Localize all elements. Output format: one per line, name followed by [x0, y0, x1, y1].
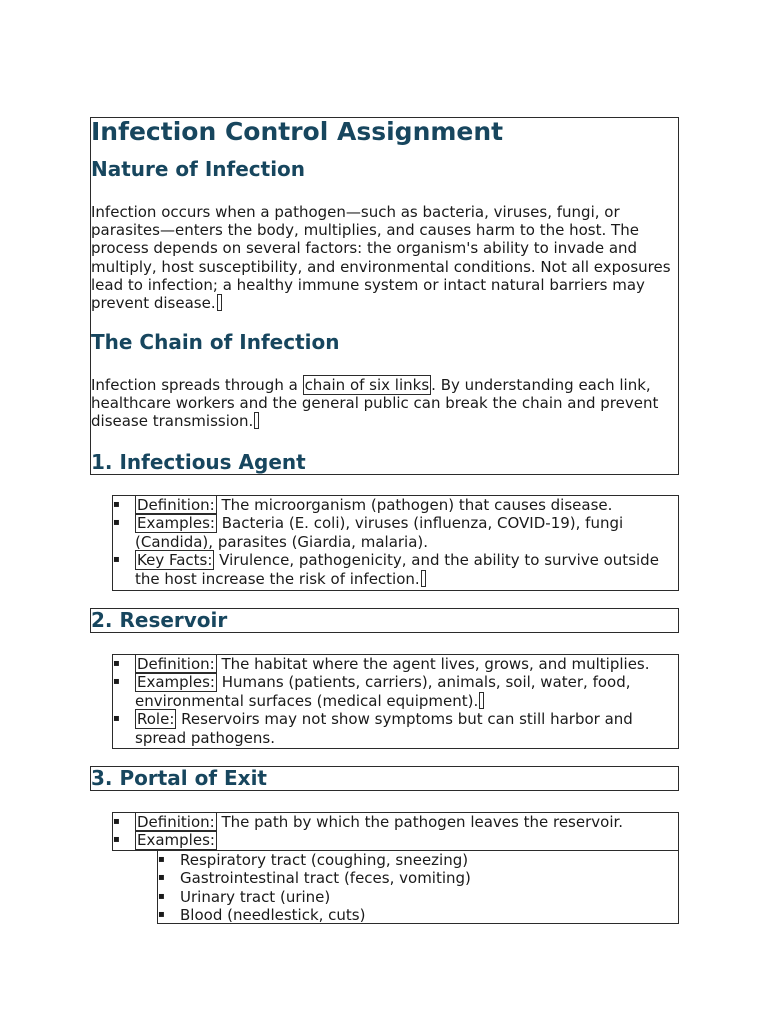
nature-line: multiply, host susceptibility, and environmental conditions. Not all exposures: [91, 257, 671, 276]
chain-heading: The Chain of Infection: [91, 330, 340, 354]
bullet-icon: ▪: [158, 854, 165, 865]
text-cursor-mark: [217, 294, 222, 311]
portal-exit-examples-list: [158, 851, 678, 925]
item-label: Role:: [137, 710, 175, 729]
item-label: Examples:: [137, 514, 215, 533]
text-cursor-mark: [421, 570, 426, 587]
bullet-icon: ▪: [113, 834, 120, 846]
list-item: ▪ Definition: The microorganism (pathogen) that causes disease.: [113, 496, 613, 514]
portal-exit-heading: 3. Portal of Exit: [91, 766, 267, 790]
list-item: ▪ Examples: Bacteria (E. coli), viruses (influenza, COVID-19), fungi (Candida), parasites (Giardia, malaria).: [113, 514, 624, 551]
nature-line: process depends on several factors: the organism's ability to invade and: [91, 239, 638, 258]
reservoir-list: [113, 655, 678, 747]
chain-line: healthcare workers and the general public can break the chain and prevent: [91, 394, 659, 413]
item-label: Key Facts:: [137, 551, 213, 570]
page-title: Infection Control Assignment: [91, 117, 504, 146]
text-cursor-mark: [254, 412, 259, 429]
list-item: ▪ Role: Reservoirs may not show symptoms but can still harbor and spread pathogens.: [113, 710, 633, 747]
item-label: Definition:: [137, 655, 215, 673]
bullet-icon: ▪: [113, 676, 120, 688]
chain-of-six-links-highlight: chain of six links: [304, 376, 430, 394]
bullet-icon: ▪: [113, 517, 120, 529]
list-item: ▪ Definition: The path by which the pathogen leaves the reservoir.: [113, 813, 624, 831]
item-label: Definition:: [137, 496, 215, 514]
nature-heading: Nature of Infection: [91, 157, 306, 181]
agent-heading: 1. Infectious Agent: [91, 450, 306, 474]
bullet-icon: ▪: [113, 658, 120, 669]
list-item: ▪ Key Facts: Virulence, pathogenicity, and the ability to survive outside the host increase the risk of infection.: [113, 551, 659, 588]
bullet-icon: ▪: [158, 872, 165, 884]
chain-line: Infection spreads through a chain of six links . By understanding each link,: [91, 376, 651, 394]
item-label: Examples:: [137, 831, 215, 850]
nature-line: parasites—enters the body, multiplies, and causes harm to the host. The: [91, 221, 639, 240]
nature-line: Infection occurs when a pathogen—such as bacteria, viruses, fungi, or: [91, 203, 620, 221]
item-label: Examples:: [137, 673, 215, 692]
bullet-icon: ▪: [113, 816, 120, 827]
text-cursor-mark: [479, 692, 484, 709]
list-item: ▪ Definition: The habitat where the agent lives, grows, and multiplies.: [113, 655, 650, 673]
list-item: ▪ Examples: Humans (patients, carriers), animals, soil, water, food, environmental surfaces (medical equipment).: [113, 673, 631, 710]
list-item: [113, 831, 678, 849]
portal-exit-list: [113, 813, 678, 850]
nature-line: lead to infection; a healthy immune system or intact natural barriers may: [91, 275, 645, 294]
agent-list: [113, 496, 678, 588]
bullet-icon: ▪: [113, 499, 120, 510]
list-item: ▪ Gastrointestinal tract (feces, vomiting): [158, 869, 471, 888]
list-item: ▪ Blood (needlestick, cuts): [158, 906, 366, 925]
reservoir-heading: 2. Reservoir: [91, 608, 228, 632]
chain-line-last: disease transmission.: [91, 412, 658, 430]
list-item: ▪ Urinary tract (urine): [158, 887, 331, 906]
item-label: Definition:: [137, 813, 215, 831]
bullet-icon: ▪: [158, 909, 165, 921]
bullet-icon: ▪: [158, 890, 165, 902]
nature-paragraph: [91, 203, 671, 312]
nature-line-last: prevent disease.: [91, 294, 671, 312]
bullet-icon: ▪: [113, 713, 120, 725]
chain-paragraph: [91, 376, 658, 431]
bullet-icon: ▪: [113, 554, 120, 566]
list-item: ▪ Respiratory tract (coughing, sneezing): [158, 851, 469, 869]
